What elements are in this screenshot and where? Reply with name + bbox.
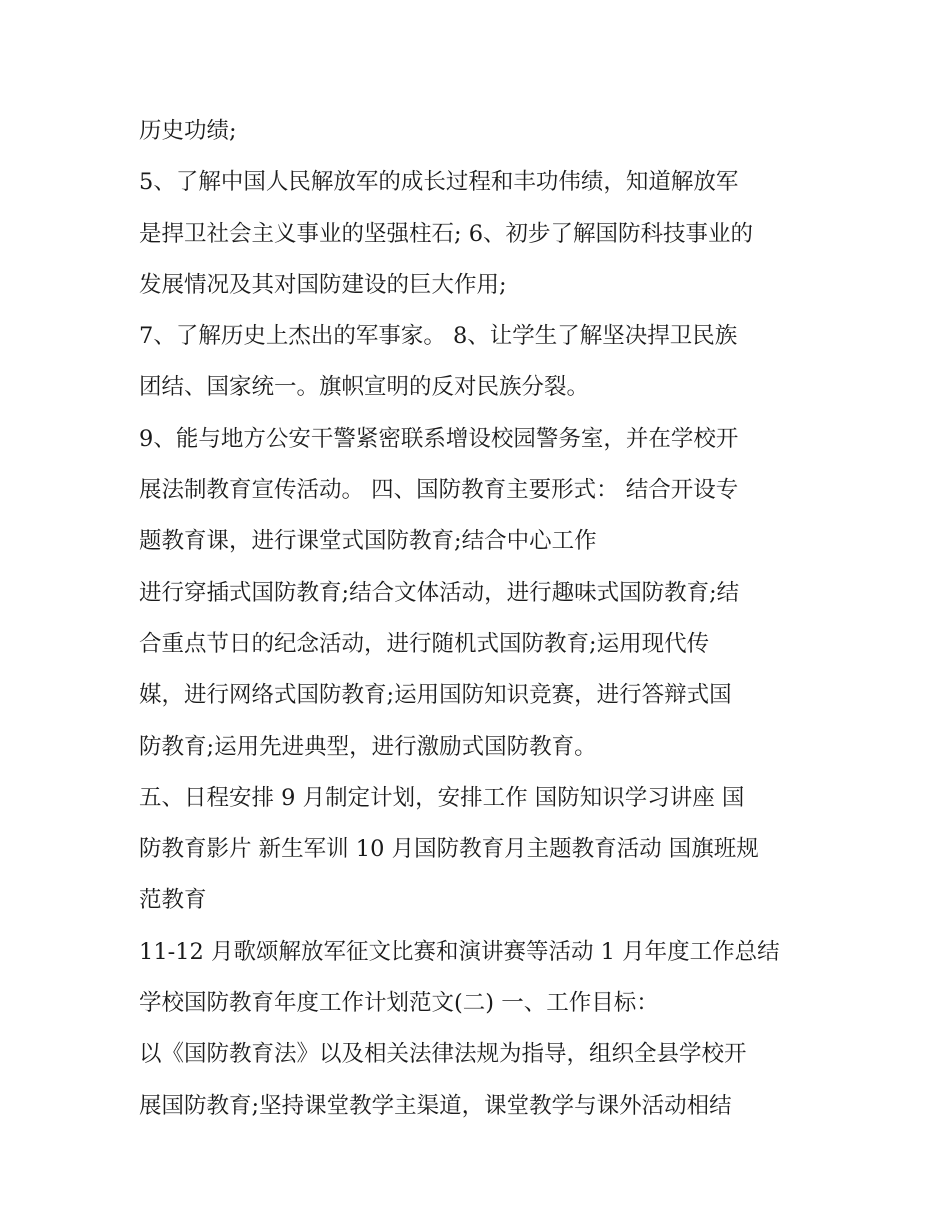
text-line: 防教育影片 新生军训 10 月国防教育月主题教育活动 国旗班规 (139, 836, 759, 863)
text-line: 是捍卫社会主义事业的坚强柱石; 6、初步了解国防科技事业的 (139, 220, 754, 247)
text-line: 以《国防教育法》以及相关法律法规为指导，组织全县学校开 (139, 1041, 747, 1068)
text-line: 范教育 (139, 887, 207, 914)
text-line: 合重点节日的纪念活动，进行随机式国防教育;运用现代传 (139, 630, 710, 657)
text-line: 进行穿插式国防教育;结合文体活动，进行趣味式国防教育;结 (139, 579, 740, 606)
text-line: 历史功绩; (139, 118, 237, 144)
document-body (139, 106, 829, 1132)
text-line: 学校国防教育年度工作计划范文(二) 一、工作目标： (139, 990, 659, 1017)
text-line: 防教育;运用先进典型，进行激励式国防教育。 (139, 733, 597, 760)
text-line: 五、日程安排 9 月制定计划，安排工作 国防知识学习讲座 国 (139, 784, 745, 811)
text-line: 题教育课，进行课堂式国防教育;结合中心工作 (139, 528, 597, 555)
text-line: 7、了解历史上杰出的军事家。 8、让学生了解坚决捍卫民族 (139, 323, 738, 350)
text-line: 媒，进行网络式国防教育;运用国防知识竞赛，进行答辩式国 (139, 682, 732, 709)
text-line: 展国防教育;坚持课堂教学主渠道，课堂教学与课外活动相结 (139, 1092, 732, 1119)
text-line: 5、了解中国人民解放军的成长过程和丰功伟绩，知道解放军 (139, 169, 739, 196)
text-line: 团结、国家统一。旗帜宣明的反对民族分裂。 (139, 374, 590, 401)
text-line: 9、能与地方公安干警紧密联系增设校园警务室，并在学校开 (139, 425, 739, 452)
text-line: 11-12 月歌颂解放军征文比赛和演讲赛等活动 1 月年度工作总结 (139, 938, 780, 965)
text-line: 展法制教育宣传活动。 四、国防教育主要形式： 结合开设专 (139, 477, 739, 504)
text-line: 发展情况及其对国防建设的巨大作用; (139, 271, 507, 298)
